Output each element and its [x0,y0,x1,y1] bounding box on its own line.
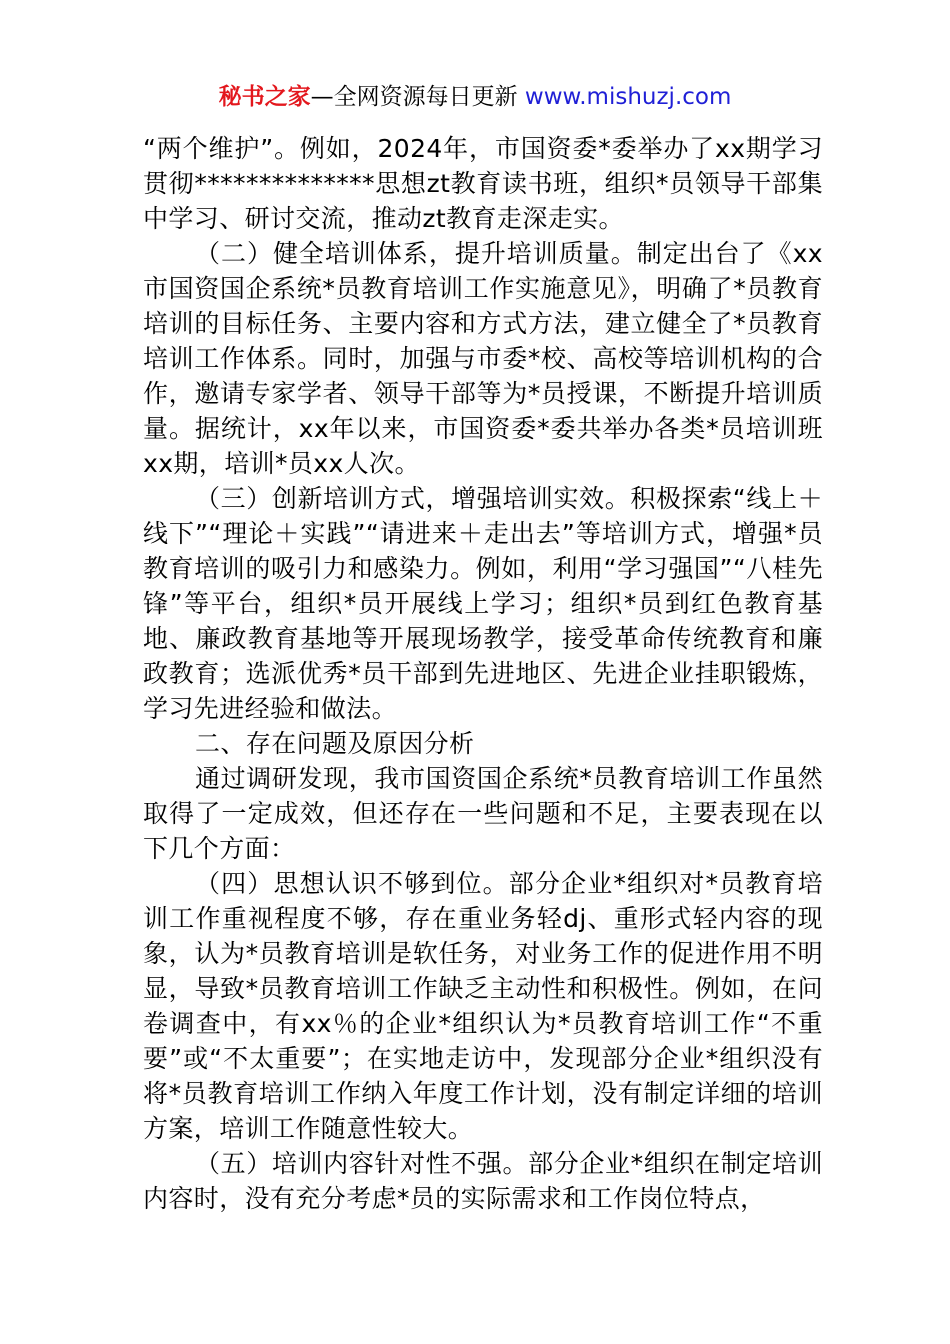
page-header [0,80,950,114]
paragraph-training-system: （二）健全培训体系，提升培训质量。制定出台了《xx市国资国企系统*员教育培训工作实施意见》，明确了*员教育培训的目标任务、主要内容和方式方法，建立健全了*员教育培训工作体系。同时，加强与市委*校、高校等培训机构的合作，邀请专家学者、领导干部等为*员授课，不断提升培训质量。据统计，xx年以来，市国资委*委共举办各类*员培训班xx期，培训*员xx人次。 [143,239,823,478]
section-heading: 二、存在问题及原因分析 [195,729,475,758]
paragraph-training-methods: （三）创新培训方式，增强培训实效。积极探索“线上＋线下”“理论＋实践”“请进来＋走出去”等培训方式，增强*员教育培训的吸引力和感染力。例如，利用“学习强国”“八桂先锋”等平台，组织*员开展线上学习；组织*员到红色教育基地、廉政教育基地等开展现场教学，接受革命传统教育和廉政教育；选派优秀*员干部到先进地区、先进企业挂职锻炼，学习先进经验和做法。 [143,484,823,723]
paragraph-problems-intro: 通过调研发现，我市国资国企系统*员教育培训工作虽然取得了一定成效，但还存在一些问题和不足，主要表现在以下几个方面： [143,764,823,863]
paragraph-content-targeting: （五）培训内容针对性不强。部分企业*组织在制定培训内容时，没有充分考虑*员的实际需求和工作岗位特点， [143,1149,823,1213]
document-body [143,131,823,1216]
paragraph-awareness: （四）思想认识不够到位。部分企业*组织对*员教育培训工作重视程度不够，存在重业务轻dj、重形式轻内容的现象，认为*员教育培训是软任务，对业务工作的促进作用不明显，导致*员教育培训工作缺乏主动性和积极性。例如，在问卷调查中，有xx％的企业*组织认为*员教育培训工作“不重要”或“不太重要”；在实地走访中，发现部分企业*组织没有将*员教育培训工作纳入年度工作计划，没有制定详细的培训方案，培训工作随意性较大。 [143,869,823,1143]
site-url[interactable]: www.mishuzj.com [524,84,732,110]
brand-name: 秘书之家 [218,84,311,110]
paragraph-continuation: “两个维护”。例如，2024年，市国资委*委举办了xx期学习贯彻**************思想zt教育读书班，组织*员领导干部集中学习、研讨交流，推动zt教育走深走实。 [143,134,823,233]
header-tagline: —全网资源每日更新 [310,84,525,110]
